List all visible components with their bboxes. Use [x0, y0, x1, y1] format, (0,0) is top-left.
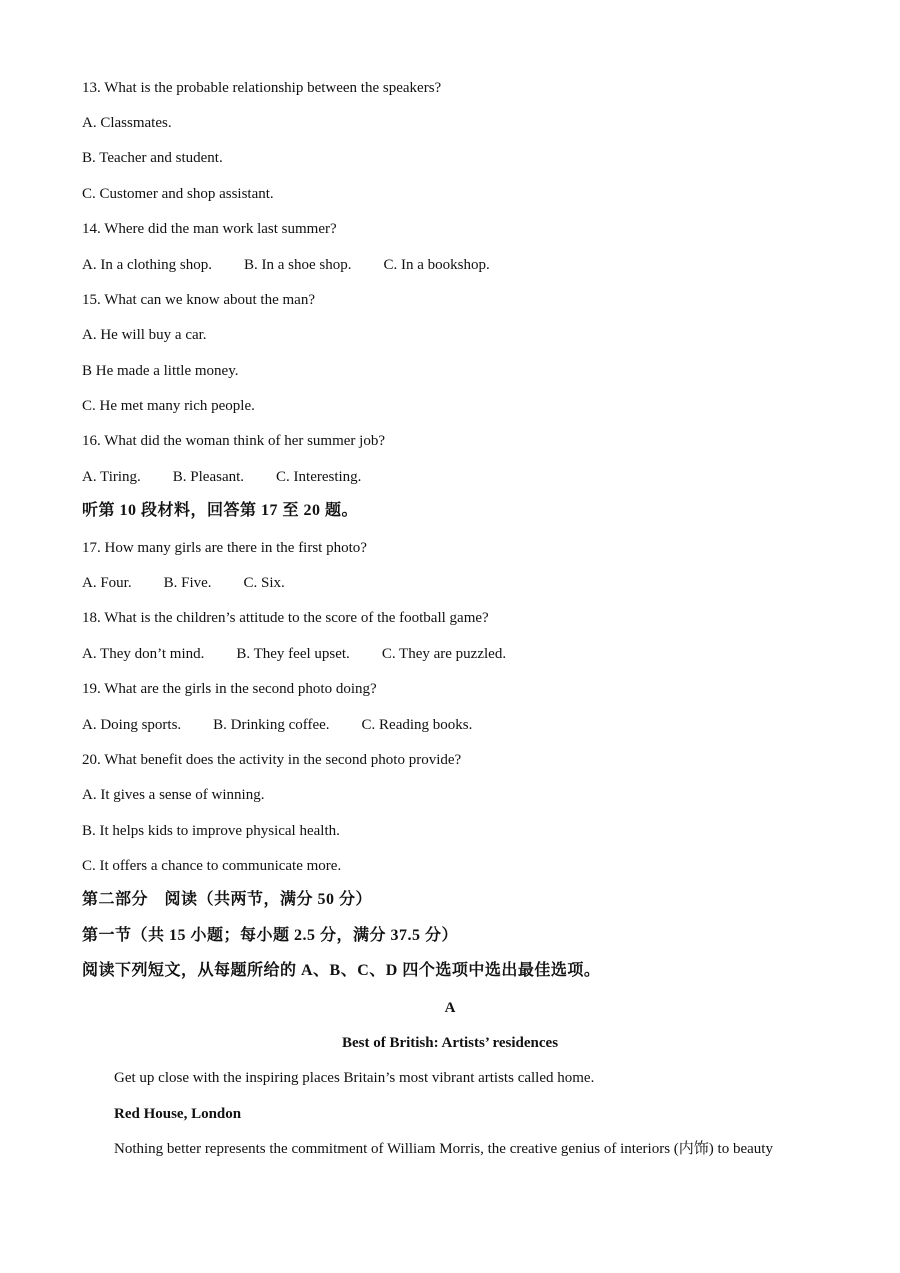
question-14: 14. Where did the man work last summer? — [82, 221, 337, 237]
q20-option-a: A. It gives a sense of winning. — [82, 787, 265, 803]
passage-paragraph: Nothing better represents the commitment of William Morris, the creative genius of interiors (内饰) to beauty — [114, 1141, 773, 1157]
q14-option-a: A. In a clothing shop. — [82, 257, 212, 273]
q14-option-b: B. In a shoe shop. — [243, 257, 352, 273]
q14-options — [82, 255, 490, 275]
question-13: 13. What is the probable relationship between the speakers? — [82, 80, 442, 96]
passage-intro: Get up close with the inspiring places Britain’s most vibrant artists called home. — [114, 1070, 595, 1086]
section1-title: 第一节（共 15 小题；每小题 2.5 分，满分 37.5 分） — [82, 927, 459, 944]
q13-option-c: C. Customer and shop assistant. — [82, 186, 274, 202]
q18-option-c: C. They are puzzled. — [381, 646, 507, 662]
q15-option-a: A. He will buy a car. — [82, 327, 207, 343]
q17-option-b: B. Five. — [163, 575, 212, 591]
q17-option-c: C. Six. — [243, 575, 285, 591]
question-20: 20. What benefit does the activity in the second photo provide? — [82, 752, 462, 768]
passage-title: Best of British: Artists’ residences — [341, 1035, 559, 1051]
q16-option-a: A. Tiring. — [82, 469, 141, 485]
q18-option-a: A. They don’t mind. — [82, 646, 205, 662]
q16-option-b: B. Pleasant. — [172, 469, 245, 485]
q19-option-c: C. Reading books. — [361, 717, 473, 733]
reading-instruction: 阅读下列短文，从每题所给的 A、B、C、D 四个选项中选出最佳选项。 — [82, 962, 601, 979]
q18-option-b: B. They feel upset. — [236, 646, 350, 662]
passage-subheading: Red House, London — [114, 1106, 242, 1122]
q15-option-c: C. He met many rich people. — [82, 398, 255, 414]
q13-option-a: A. Classmates. — [82, 115, 172, 131]
question-17: 17. How many girls are there in the first photo? — [82, 540, 367, 556]
q13-option-b: B. Teacher and student. — [82, 150, 223, 166]
q17-option-a: A. Four. — [82, 575, 132, 591]
q19-option-a: A. Doing sports. — [82, 717, 182, 733]
q15-option-b: B He made a little money. — [82, 363, 239, 379]
question-19: 19. What are the girls in the second photo doing? — [82, 681, 377, 697]
q16-option-c: C. Interesting. — [276, 469, 362, 485]
q20-option-b: B. It helps kids to improve physical health. — [82, 823, 340, 839]
q18-options — [82, 644, 506, 664]
passage-label: A — [444, 1000, 456, 1016]
q19-options — [82, 715, 472, 735]
question-18: 18. What is the children’s attitude to the score of the football game? — [82, 610, 489, 626]
q20-option-c: C. It offers a chance to communicate more. — [82, 858, 342, 874]
q16-options — [82, 467, 361, 487]
q19-option-b: B. Drinking coffee. — [213, 717, 330, 733]
q17-options — [82, 573, 285, 593]
listening-section-instruction: 听第 10 段材料，回答第 17 至 20 题。 — [82, 502, 359, 519]
q14-option-c: C. In a bookshop. — [383, 257, 490, 273]
part2-title: 第二部分 阅读（共两节，满分 50 分） — [82, 891, 373, 908]
question-16: 16. What did the woman think of her summer job? — [82, 433, 385, 449]
question-15: 15. What can we know about the man? — [82, 292, 315, 308]
